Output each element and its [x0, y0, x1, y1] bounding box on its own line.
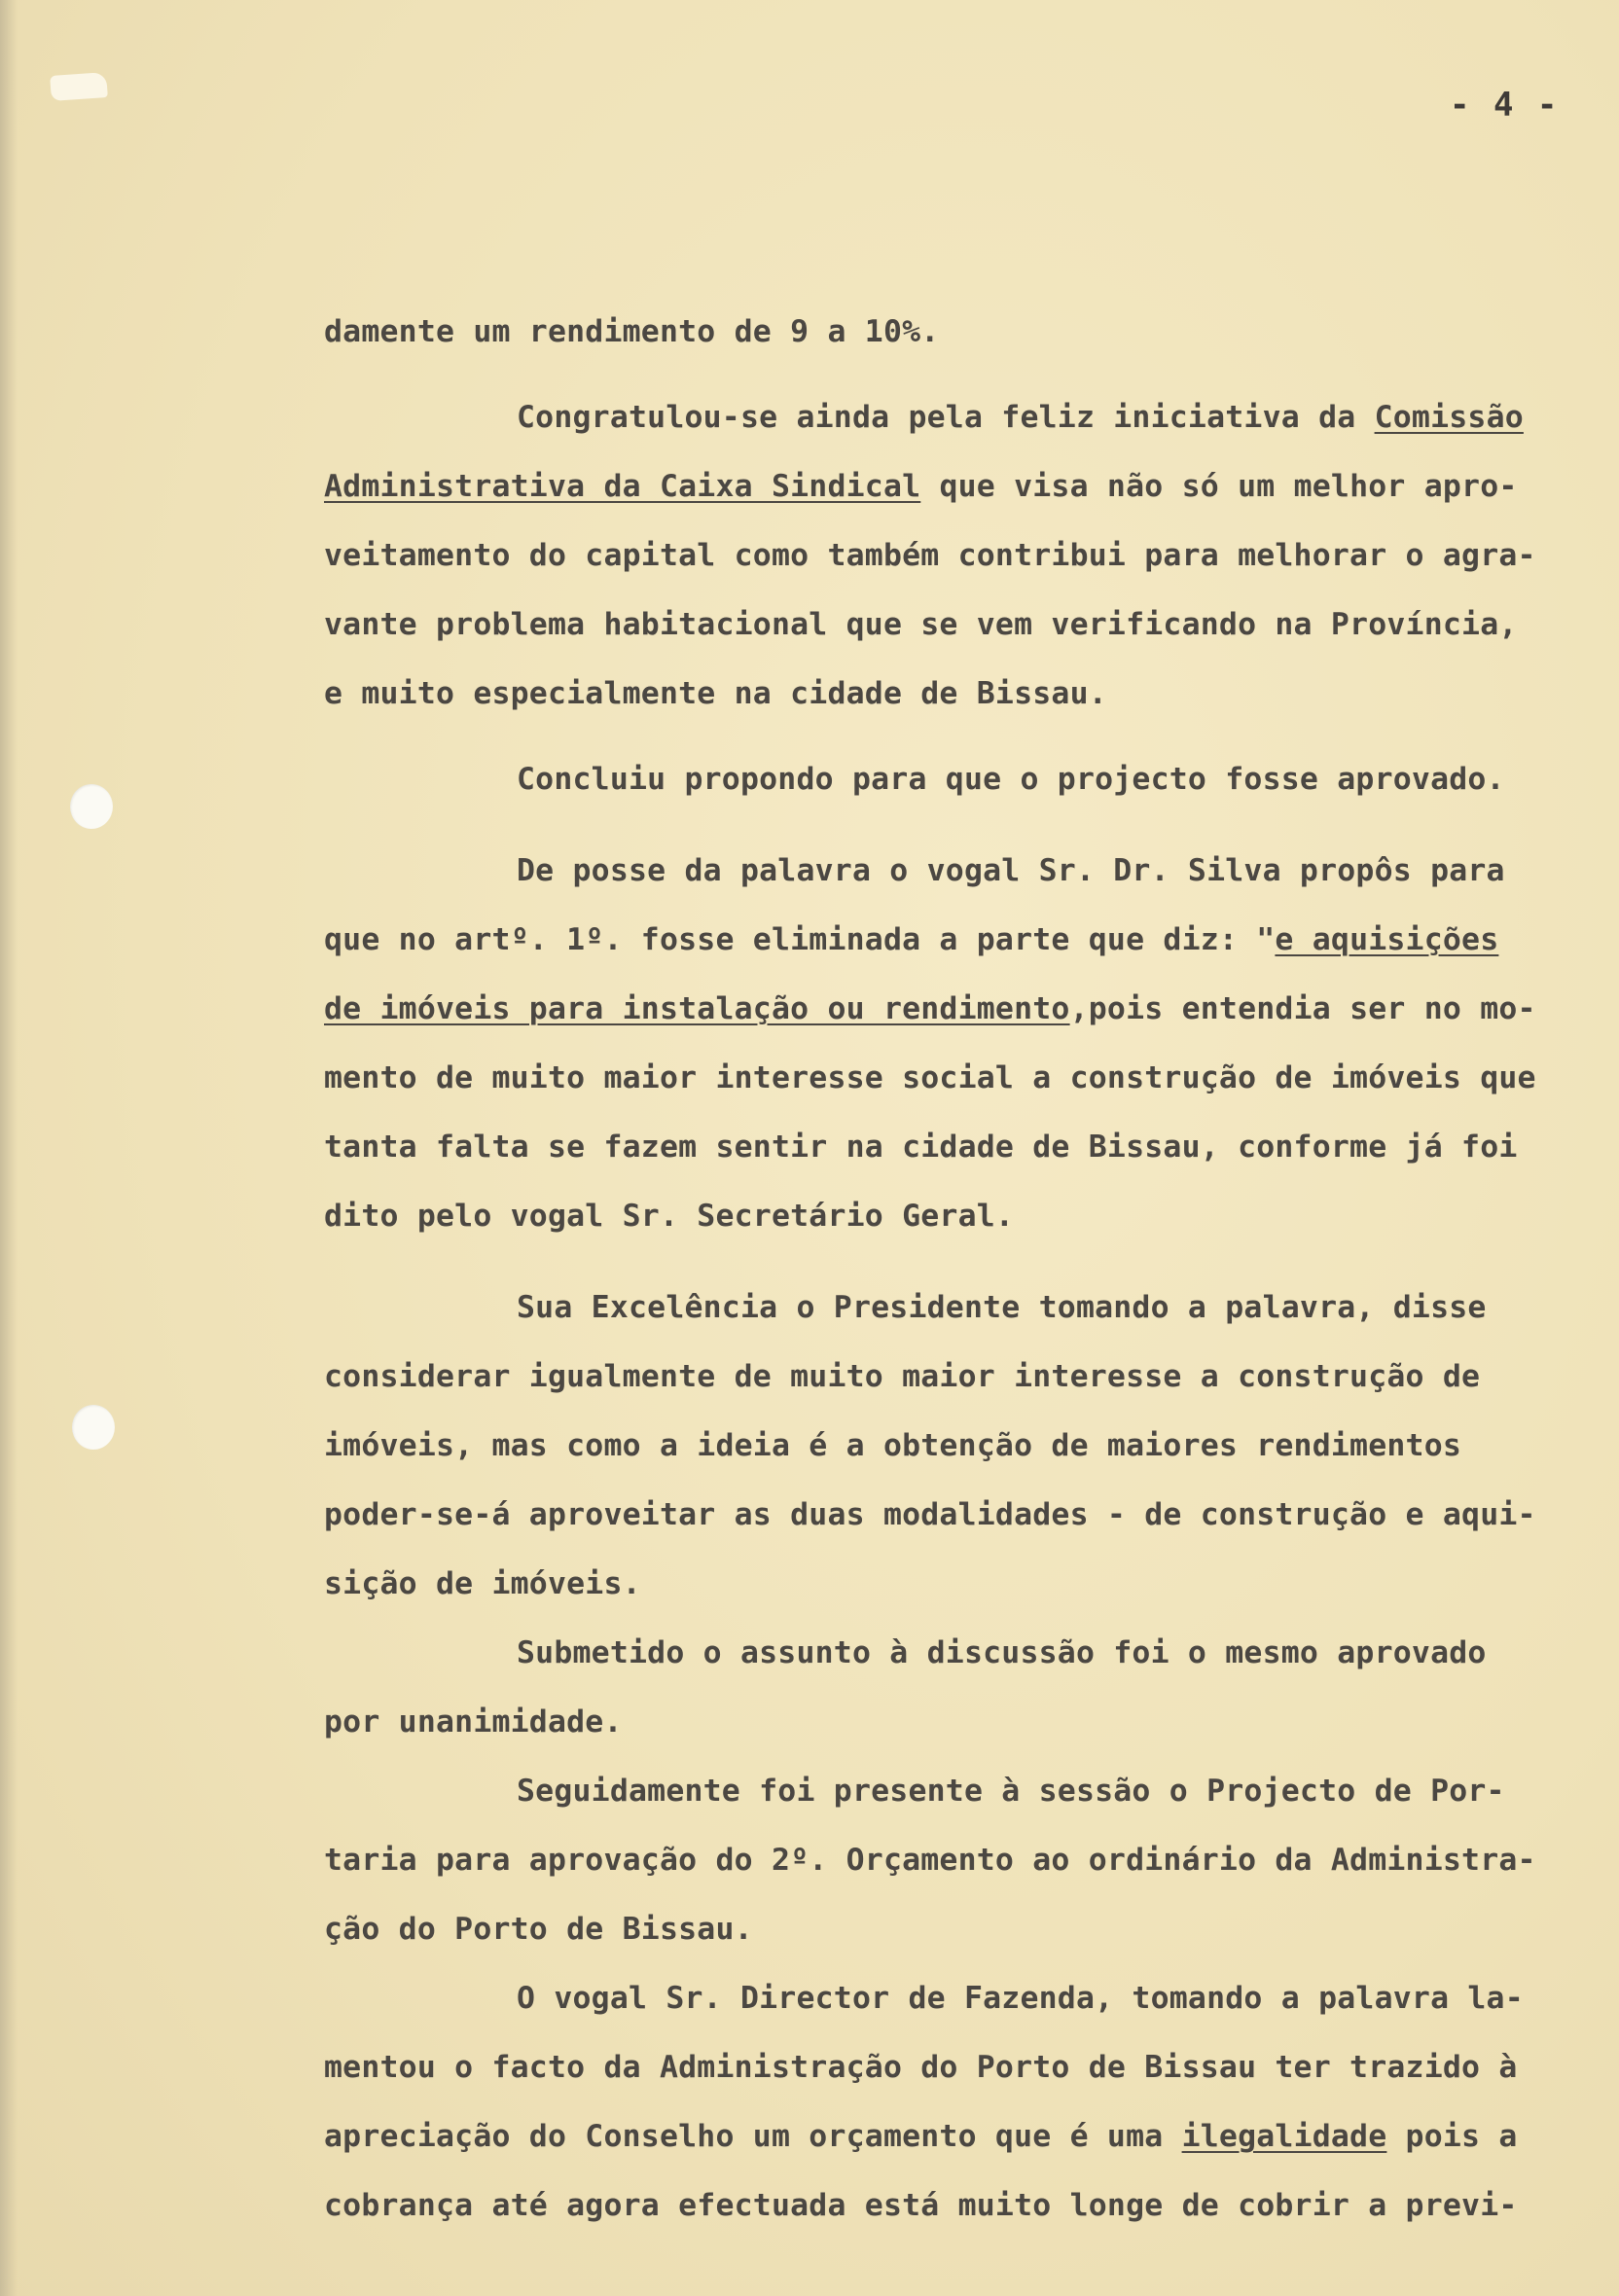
paragraph-start-line: De posse da palavra o vogal Sr. Dr. Silva propôs para [517, 853, 1505, 888]
text-line: poder-se-á aproveitar as duas modalidades - de construção e aqui- [324, 1497, 1536, 1532]
underlined-text: Comissão [1374, 400, 1524, 435]
text-line: mento de muito maior interesse social a construção de imóveis que [324, 1060, 1536, 1095]
text-line: Administrativa da Caixa Sindical que visa não só um melhor apro- [324, 469, 1518, 504]
text-line: que no artº. 1º. fosse eliminada a parte que diz: "e aquisições [324, 922, 1499, 957]
paragraph-start-line: Concluiu propondo para que o projecto fosse aprovado. [517, 762, 1505, 797]
text-line: apreciação do Conselho um orçamento que é uma ilegalidade pois a [324, 2119, 1518, 2154]
document-body [324, 298, 1579, 2241]
text-line: mentou o facto da Administração do Porto de Bissau ter trazido à [324, 2050, 1518, 2085]
text-line: sição de imóveis. [324, 1566, 641, 1601]
underlined-text: e aquisições [1275, 922, 1499, 957]
paragraph-start-line: Seguidamente foi presente à sessão o Projecto de Por- [517, 1774, 1505, 1809]
paragraph-start-line: Sua Excelência o Presidente tomando a palavra, disse [517, 1290, 1487, 1325]
paragraph-start-line: Congratulou-se ainda pela feliz iniciativa da Comissão [517, 400, 1524, 435]
page-number: - 4 - [1450, 86, 1560, 125]
paragraph-start-line: Submetido o assunto à discussão foi o mesmo aprovado [517, 1635, 1487, 1670]
text-line: imóveis, mas como a ideia é a obtenção de maiores rendimentos [324, 1428, 1462, 1463]
text-line: cobrança até agora efectuada está muito longe de cobrir a previ- [324, 2188, 1518, 2223]
underlined-text: de imóveis para instalação ou rendimento [324, 991, 1070, 1026]
punch-hole-bottom [72, 1405, 115, 1450]
text-line: por unanimidade. [324, 1704, 623, 1740]
page-edge-shadow [0, 0, 18, 2296]
torn-corner [50, 72, 108, 101]
underlined-text: ilegalidade [1181, 2119, 1387, 2154]
text-line: taria para aprovação do 2º. Orçamento ao ordinário da Administra- [324, 1843, 1536, 1878]
text-line: tanta falta se fazem sentir na cidade de Bissau, conforme já foi [324, 1130, 1518, 1165]
text-line: considerar igualmente de muito maior interesse a construção de [324, 1359, 1481, 1394]
text-line: dito pelo vogal Sr. Secretário Geral. [324, 1199, 1015, 1234]
text-line: e muito especialmente na cidade de Bissau. [324, 676, 1107, 711]
paragraph-start-line: O vogal Sr. Director de Fazenda, tomando a palavra la- [517, 1981, 1524, 2016]
text-line: de imóveis para instalação ou rendimento,pois entendia ser no mo- [324, 991, 1536, 1026]
text-line: damente um rendimento de 9 a 10%. [324, 314, 940, 349]
text-line: veitamento do capital como também contribui para melhorar o agra- [324, 538, 1536, 573]
punch-hole-top [70, 784, 113, 829]
text-line: vante problema habitacional que se vem verificando na Província, [324, 607, 1518, 642]
text-line: ção do Porto de Bissau. [324, 1912, 753, 1947]
underlined-text: Administrativa da Caixa Sindical [324, 469, 921, 504]
